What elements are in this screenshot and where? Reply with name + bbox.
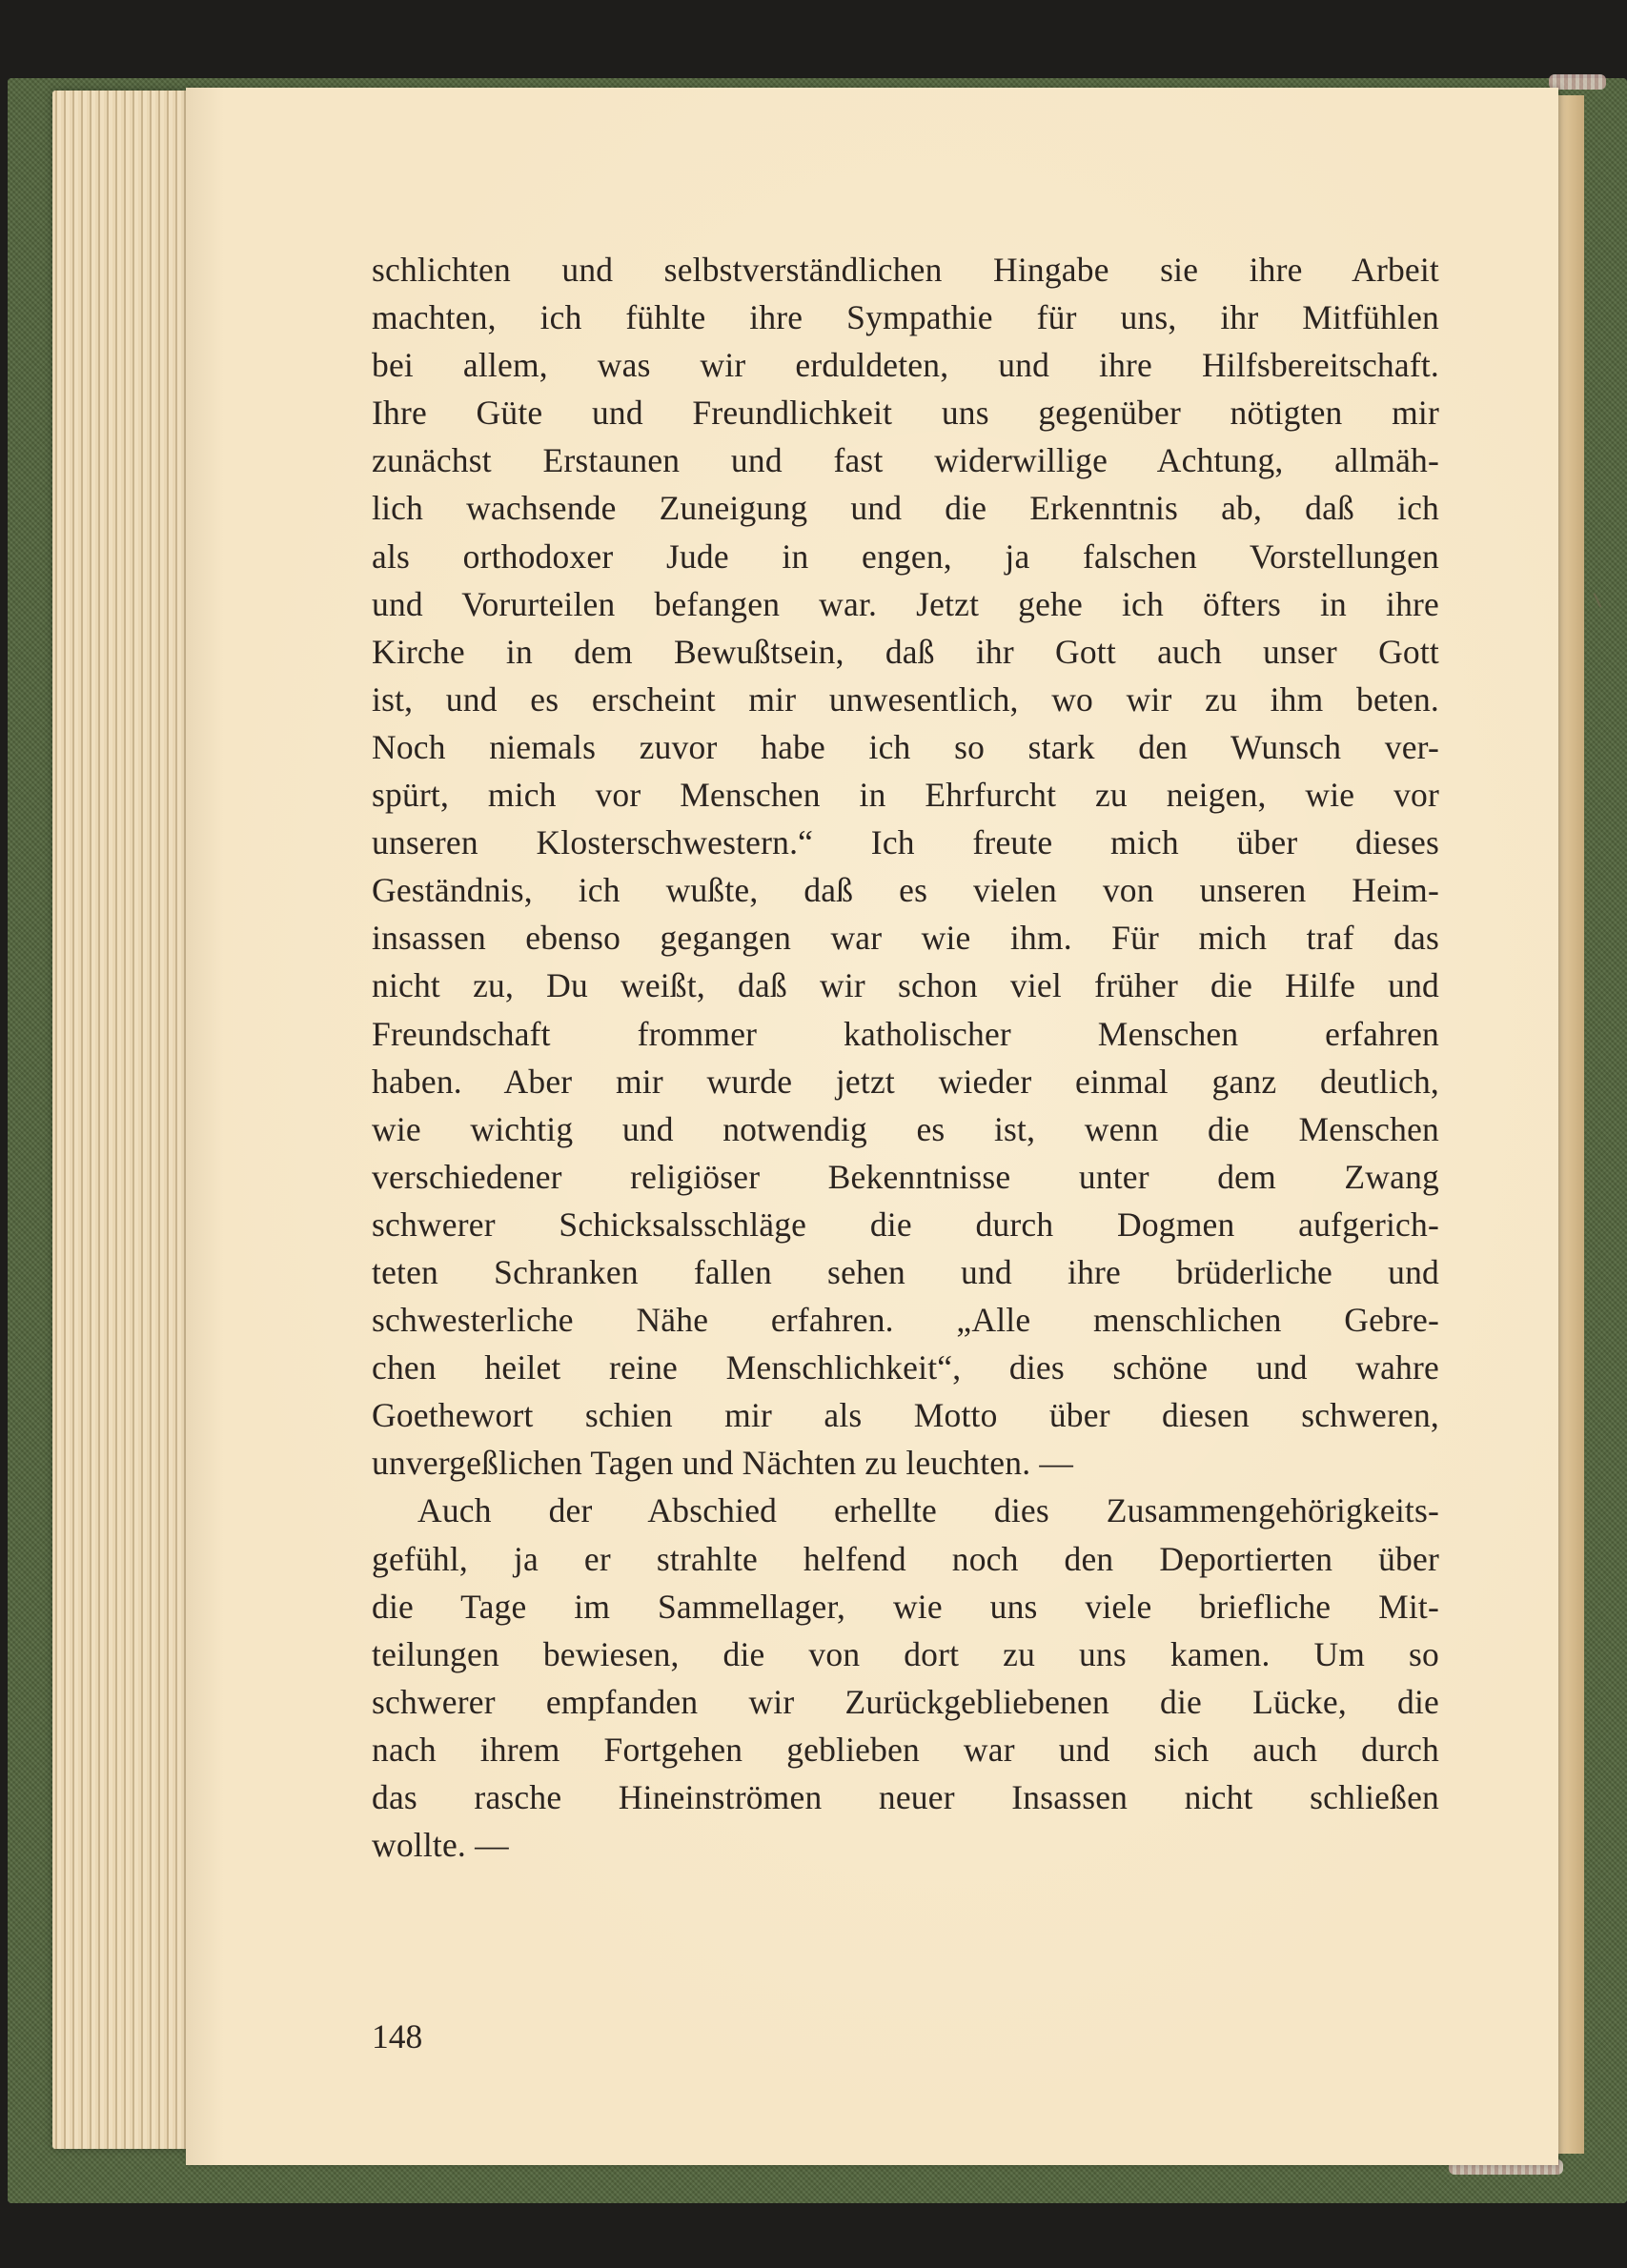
text-line: und Vorurteilen befangen war. Jetzt gehe ich öfters in ihre bbox=[372, 584, 1439, 623]
text-line: Ihre Güte und Freundlichkeit uns gegenüber nötigten mir bbox=[372, 394, 1439, 433]
text-line: gefühl, ja er strahlte helfend noch den Deportierten über bbox=[372, 1539, 1439, 1578]
text-line: als orthodoxer Jude in engen, ja falschen Vorstellungen bbox=[372, 537, 1439, 576]
text-line: Freundschaft frommer katholischer Menschen erfahren bbox=[372, 1014, 1439, 1053]
text-line: zunächst Erstaunen und fast widerwillige Achtung, allmäh- bbox=[372, 441, 1439, 480]
text-line: Auch der Abschied erhellte dies Zusammengehörigkeits- bbox=[417, 1491, 1439, 1530]
page-stack-edge bbox=[52, 91, 195, 2149]
text-line: nicht zu, Du weißt, daß wir schon viel früher die Hilfe und bbox=[372, 966, 1439, 1005]
text-line: wie wichtig und notwendig es ist, wenn die Menschen bbox=[372, 1109, 1439, 1148]
text-line: schwerer Schicksalsschläge die durch Dogmen aufgerich- bbox=[372, 1205, 1439, 1244]
text-line: ist, und es erscheint mir unwesentlich, wo wir zu ihm beten. bbox=[372, 679, 1439, 719]
text-line: schwerer empfanden wir Zurückgebliebenen die Lücke, die bbox=[372, 1682, 1439, 1721]
text-line: Goethewort schien mir als Motto über diesen schweren, bbox=[372, 1396, 1439, 1435]
text-line: teten Schranken fallen sehen und ihre brüderliche und bbox=[372, 1252, 1439, 1291]
text-line: Geständnis, ich wußte, daß es vielen von unseren Heim- bbox=[372, 871, 1439, 910]
text-line: insassen ebenso gegangen war wie ihm. Für mich traf das bbox=[372, 919, 1439, 958]
text-line: Noch niemals zuvor habe ich so stark den Wunsch ver- bbox=[372, 727, 1439, 766]
text-line: machten, ich fühlte ihre Sympathie für uns, ihr Mitfühlen bbox=[372, 298, 1439, 337]
paragraph-2 bbox=[372, 1487, 1439, 1869]
text-line: schlichten und selbstverständlichen Hingabe sie ihre Arbeit bbox=[372, 251, 1439, 289]
body-text bbox=[372, 246, 1439, 1869]
text-line: das rasche Hineinströmen neuer Insassen nicht schließen bbox=[372, 1778, 1439, 1816]
text-line: spürt, mich vor Menschen in Ehrfurcht zu neigen, wie vor bbox=[372, 776, 1439, 815]
text-line: schwesterliche Nähe erfahren. „Alle menschlichen Gebre- bbox=[372, 1301, 1439, 1340]
text-line: haben. Aber mir wurde jetzt wieder einmal ganz deutlich, bbox=[372, 1062, 1439, 1101]
text-line: wollte. — bbox=[372, 1826, 509, 1865]
text-line: verschiedener religiöser Bekenntnisse unter dem Zwang bbox=[372, 1157, 1439, 1196]
text-line: nach ihrem Fortgehen geblieben war und sich auch durch bbox=[372, 1730, 1439, 1769]
page-number: 148 bbox=[372, 2017, 423, 2055]
text-line: Kirche in dem Bewußtsein, daß ihr Gott auch unser Gott bbox=[372, 632, 1439, 671]
text-line: teilungen bewiesen, die von dort zu uns kamen. Um so bbox=[372, 1634, 1439, 1673]
text-line: unseren Klosterschwestern.“ Ich freute mich über dieses bbox=[372, 823, 1439, 862]
text-line: bei allem, was wir erduldeten, und ihre Hilfsbereitschaft. bbox=[372, 346, 1439, 385]
text-line: chen heilet reine Menschlichkeit“, dies schöne und wahre bbox=[372, 1348, 1439, 1387]
paragraph-1 bbox=[372, 246, 1439, 1487]
text-line: unvergeßlichen Tagen und Nächten zu leuchten. — bbox=[372, 1444, 1074, 1483]
text-line: die Tage im Sammellager, wie uns viele briefliche Mit- bbox=[372, 1587, 1439, 1626]
text-line: lich wachsende Zuneigung und die Erkenntnis ab, daß ich bbox=[372, 489, 1439, 528]
